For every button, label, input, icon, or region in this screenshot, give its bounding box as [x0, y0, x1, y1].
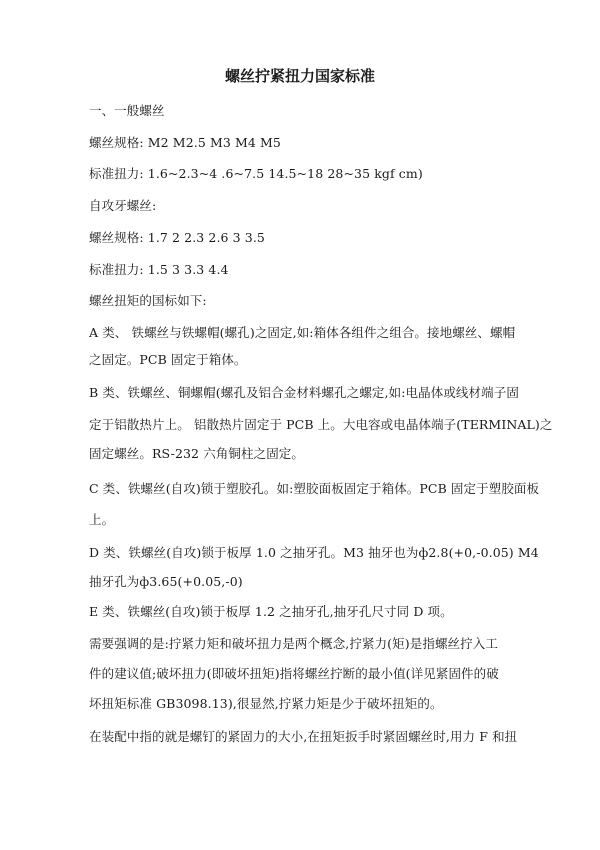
section-heading-general-screws: 一、一般螺丝 — [89, 103, 165, 118]
text-line: 需要强调的是:拧紧力矩和破坏扭力是两个概念,拧紧力(矩)是指螺丝拧入工 — [89, 636, 498, 651]
text-line: 之固定。PCB 固定于箱体。 — [89, 352, 247, 367]
text-line: A 类、 铁螺丝与铁螺帽(螺孔)之固定,如:箱体各组件之组合。接地螺丝、螺帽 — [89, 325, 516, 340]
text-line: 自攻牙螺丝: — [89, 198, 157, 213]
text-line: C 类、铁螺丝(自攻)锁于塑胶孔。如:塑胶面板固定于箱体。PCB 固定于塑胶面板 — [89, 481, 540, 496]
text-line: 固定螺丝。RS-232 六角铜柱之固定。 — [89, 446, 304, 461]
text-line: 螺丝规格: M2 M2.5 M3 M4 M5 — [89, 135, 281, 150]
text-line: 标准扭力: 1.5 3 3.3 4.4 — [89, 262, 229, 277]
text-line: 定于铝散热片上。 铝散热片固定于 PCB 上。大电容或电晶体端子(TERMINAL)之 — [89, 417, 553, 432]
text-line: B 类、铁螺丝、铜螺帽(螺孔及铝合金材料螺孔之螺定,如:电晶体或线材端子固 — [89, 385, 519, 400]
text-line: D 类、铁螺丝(自攻)锁于板厚 1.0 之抽牙孔。M3 抽牙也为ф2.8(+0,-0.05) M4 — [89, 545, 539, 560]
text-line: 上。 — [89, 512, 115, 527]
text-line: E 类、铁螺丝(自攻)锁于板厚 1.2 之抽牙孔,抽牙孔尺寸同 D 项。 — [89, 604, 453, 619]
text-line: 坏扭矩标准 GB3098.13),很显然,拧紧力矩是少于破坏扭矩的。 — [89, 696, 443, 711]
text-line: 螺丝规格: 1.7 2 2.3 2.6 3 3.5 — [89, 230, 265, 245]
text-line: 螺丝扭矩的国标如下: — [89, 293, 207, 308]
text-line: 在装配中指的就是螺钉的紧固力的大小,在扭矩扳手时紧固螺丝时,用力 F 和扭 — [89, 729, 518, 744]
text-line: 件的建议值;破坏扭力(即破坏扭矩)指将螺丝拧断的最小值(详见紧固件的破 — [89, 666, 499, 681]
document-title: 螺丝拧紧扭力国家标准 — [224, 67, 375, 85]
text-line: 标准扭力: 1.6~2.3~4 .6~7.5 14.5~18 28~35 kgf cm) — [89, 166, 423, 181]
text-line: 抽牙孔为ф3.65(+0.05,-0) — [89, 574, 243, 589]
